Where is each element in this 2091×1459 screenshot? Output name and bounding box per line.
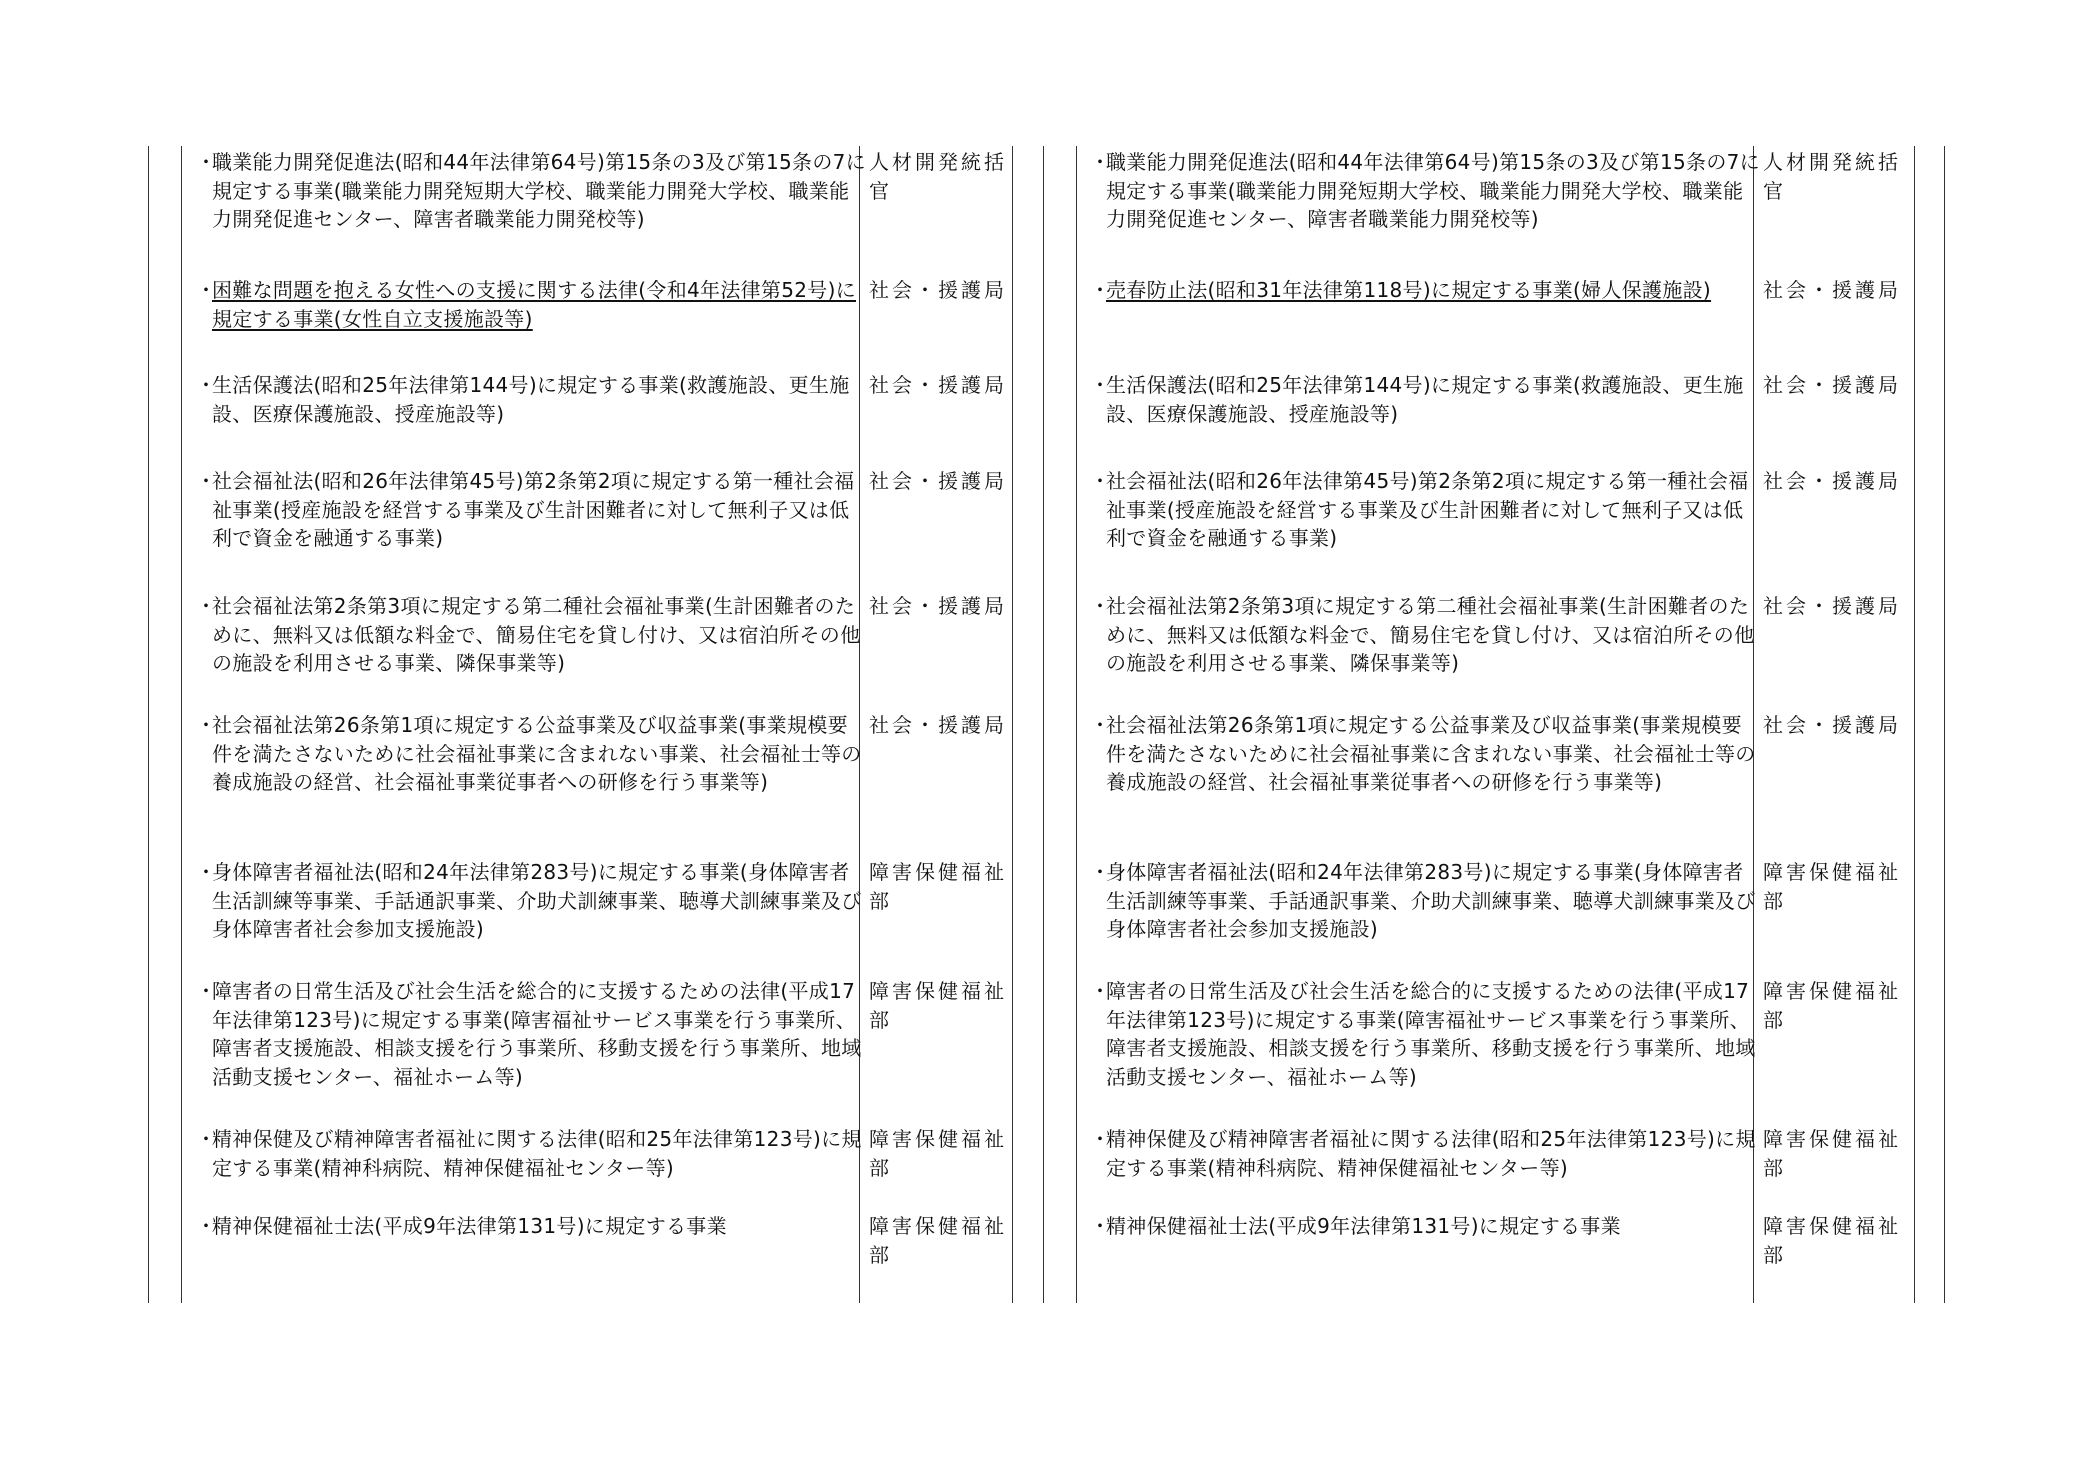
right-row-7-text: ・身体障害者福祉法(昭和24年法律第283号)に規定する事業(身体障害者生活訓練等事業、手話通訳事業、介助犬訓練事業、聴導犬訓練事業及び身体障害者社会参加支援施設) [1090,860,1756,941]
right-row-6-dept: 社会・援護局 [1763,713,1901,737]
right-row-10-text: ・精神保健福祉士法(平成9年法律第131号)に規定する事業 [1090,1214,1621,1238]
left-row-8-dept: 障害保健福祉部 [869,979,1007,1032]
right-row-2-text: ・売春防止法(昭和31年法律第118号)に規定する事業(婦人保護施設) [1090,278,1712,302]
right-row-4-dept: 社会・援護局 [1763,469,1901,493]
right-row-6-text: ・社会福祉法第26条第1項に規定する公益事業及び収益事業(事業規模要件を満たさないために社会福祉事業に含まれない事業、社会福祉士等の養成施設の経営、社会福祉事業従事者への研修を行う事業等) [1090,713,1756,794]
left-row-7-text: ・身体障害者福祉法(昭和24年法律第283号)に規定する事業(身体障害者生活訓練等事業、手話通訳事業、介助犬訓練事業、聴導犬訓練事業及び身体障害者社会参加支援施設) [196,860,862,941]
right-row-9-text: ・精神保健及び精神障害者福祉に関する法律(昭和25年法律第123号)に規定する事業(精神科病院、精神保健福祉センター等) [1090,1127,1756,1180]
right-row-1-dept: 人材開発統括官 [1763,150,1901,203]
left-row-3-text: ・生活保護法(昭和25年法律第144号)に規定する事業(救護施設、更生施設、医療保護施設、授産施設等) [196,373,850,426]
left-row-9-text: ・精神保健及び精神障害者福祉に関する法律(昭和25年法律第123号)に規定する事業(精神科病院、精神保健福祉センター等) [196,1127,862,1180]
left-row-10-dept: 障害保健福祉部 [869,1214,1007,1267]
right-row-4-text: ・社会福祉法(昭和26年法律第45号)第2条第2項に規定する第一種社会福祉事業(授産施設を経営する事業及び生計困難者に対して無利子又は低利で資金を融通する事業) [1090,469,1749,550]
left-row-6-text: ・社会福祉法第26条第1項に規定する公益事業及び収益事業(事業規模要件を満たさないために社会福祉事業に含まれない事業、社会福祉士等の養成施設の経営、社会福祉事業従事者への研修を行う事業等) [196,713,862,794]
left-row-4-dept: 社会・援護局 [869,469,1007,493]
right-table [0,146,2091,1303]
right-row-3-text: ・生活保護法(昭和25年法律第144号)に規定する事業(救護施設、更生施設、医療保護施設、授産施設等) [1090,373,1744,426]
right-row-9-dept: 障害保健福祉部 [1763,1127,1901,1180]
left-row-1-dept: 人材開発統括官 [869,150,1007,203]
left-row-7-dept: 障害保健福祉部 [869,860,1007,913]
left-row-3-dept: 社会・援護局 [869,373,1007,397]
right-row-5-text: ・社会福祉法第2条第3項に規定する第二種社会福祉事業(生計困難者のために、無料又は低額な料金で、簡易住宅を貸し付け、又は宿泊所その他の施設を利用させる事業、隣保事業等) [1090,594,1755,675]
right-row-7-dept: 障害保健福祉部 [1763,860,1901,913]
left-row-10-text: ・精神保健福祉士法(平成9年法律第131号)に規定する事業 [196,1214,727,1238]
left-row-5-dept: 社会・援護局 [869,594,1007,618]
left-row-8-text: ・障害者の日常生活及び社会生活を総合的に支援するための法律(平成17年法律第123号)に規定する事業(障害福祉サービス事業を行う事業所、障害者支援施設、相談支援を行う事業所、移動支援を行う事業所、地域活動支援センター、福祉ホーム等) [196,979,862,1089]
left-row-1-text: ・職業能力開発促進法(昭和44年法律第64号)第15条の3及び第15条の7に規定する事業(職業能力開発短期大学校、職業能力開発大学校、職業能力開発促進センター、障害者職業能力開発校等) [196,150,866,231]
right-row-3-dept: 社会・援護局 [1763,373,1901,397]
right-row-8-dept: 障害保健福祉部 [1763,979,1901,1032]
left-row-6-dept: 社会・援護局 [869,713,1007,737]
left-row-5-text: ・社会福祉法第2条第3項に規定する第二種社会福祉事業(生計困難者のために、無料又は低額な料金で、簡易住宅を貸し付け、又は宿泊所その他の施設を利用させる事業、隣保事業等) [196,594,861,675]
right-row-2-dept: 社会・援護局 [1763,278,1901,302]
left-row-2-dept: 社会・援護局 [869,278,1007,302]
left-row-2-text: ・困難な問題を抱える女性への支援に関する法律(令和4年法律第52号)に規定する事業(女性自立支援施設等) [196,278,856,331]
left-row-9-dept: 障害保健福祉部 [869,1127,1007,1180]
right-row-10-dept: 障害保健福祉部 [1763,1214,1901,1267]
right-row-1-text: ・職業能力開発促進法(昭和44年法律第64号)第15条の3及び第15条の7に規定する事業(職業能力開発短期大学校、職業能力開発大学校、職業能力開発促進センター、障害者職業能力開発校等) [1090,150,1760,231]
right-row-8-text: ・障害者の日常生活及び社会生活を総合的に支援するための法律(平成17年法律第123号)に規定する事業(障害福祉サービス事業を行う事業所、障害者支援施設、相談支援を行う事業所、移動支援を行う事業所、地域活動支援センター、福祉ホーム等) [1090,979,1756,1089]
left-row-4-text: ・社会福祉法(昭和26年法律第45号)第2条第2項に規定する第一種社会福祉事業(授産施設を経営する事業及び生計困難者に対して無利子又は低利で資金を融通する事業) [196,469,855,550]
right-row-5-dept: 社会・援護局 [1763,594,1901,618]
